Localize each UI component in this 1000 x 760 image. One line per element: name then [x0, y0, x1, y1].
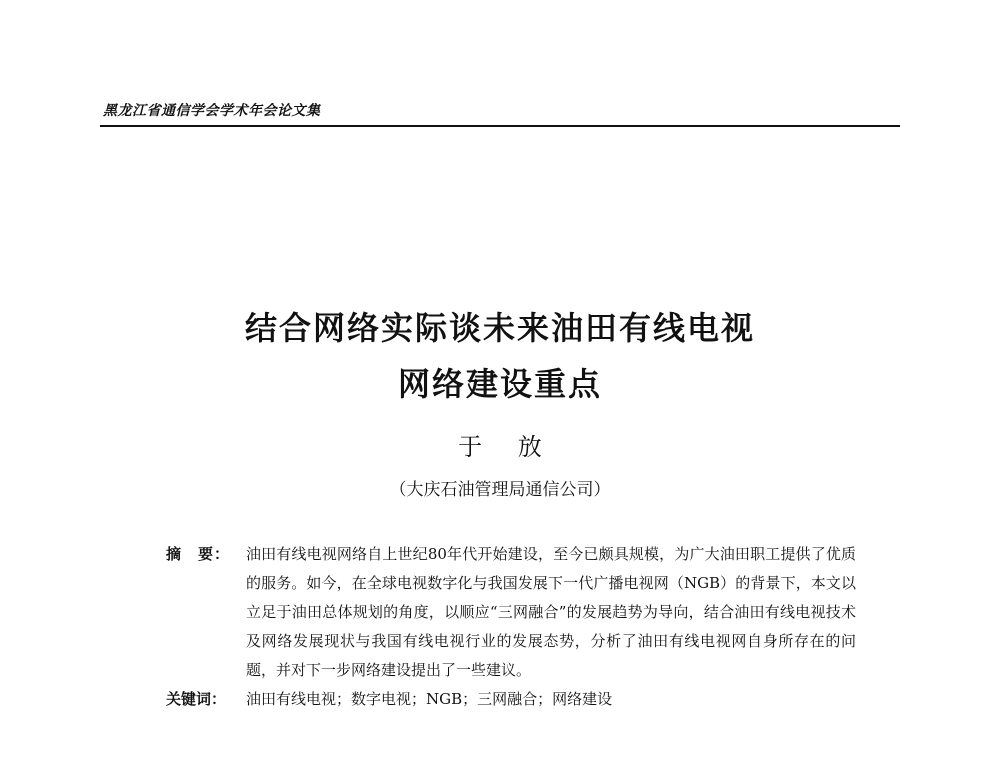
author-name: 于 放: [458, 433, 556, 461]
keywords-label: 关键词：: [166, 690, 227, 708]
author-affiliation: （大庆石油管理局通信公司）: [389, 480, 611, 500]
abstract-block: [166, 540, 856, 714]
running-header: 黑龙江省通信学会学术年会论文集: [103, 103, 321, 119]
title-line-2: 网络建设重点: [397, 365, 602, 403]
abstract-row: [166, 540, 856, 685]
abstract-label: 摘 要：: [166, 545, 231, 563]
abstract-text: 油田有线电视网络自上世纪80年代开始建设，至今已颇具规模，为广大油田职工提供了优质的服务。如今，在全球电视数字化与我国发展下一代广播电视网（NGB）的背景下，本文以立足于油田总体规划的角度，以顺应“三网融合”的发展趋势为导向，结合油田有线电视技术及网络发展现状与我国有线电视行业的发展态势，分析了油田有线电视网自身所存在的问题，并对下一步网络建设提出了一些建议。: [246, 545, 856, 679]
paper-title: [0, 300, 1000, 412]
header-rule: [100, 125, 900, 127]
keywords-row: [166, 685, 856, 714]
keywords-text: 油田有线电视；数字电视；NGB；三网融合；网络建设: [246, 690, 613, 708]
title-line-1: 结合网络实际谈未来油田有线电视: [244, 309, 755, 347]
